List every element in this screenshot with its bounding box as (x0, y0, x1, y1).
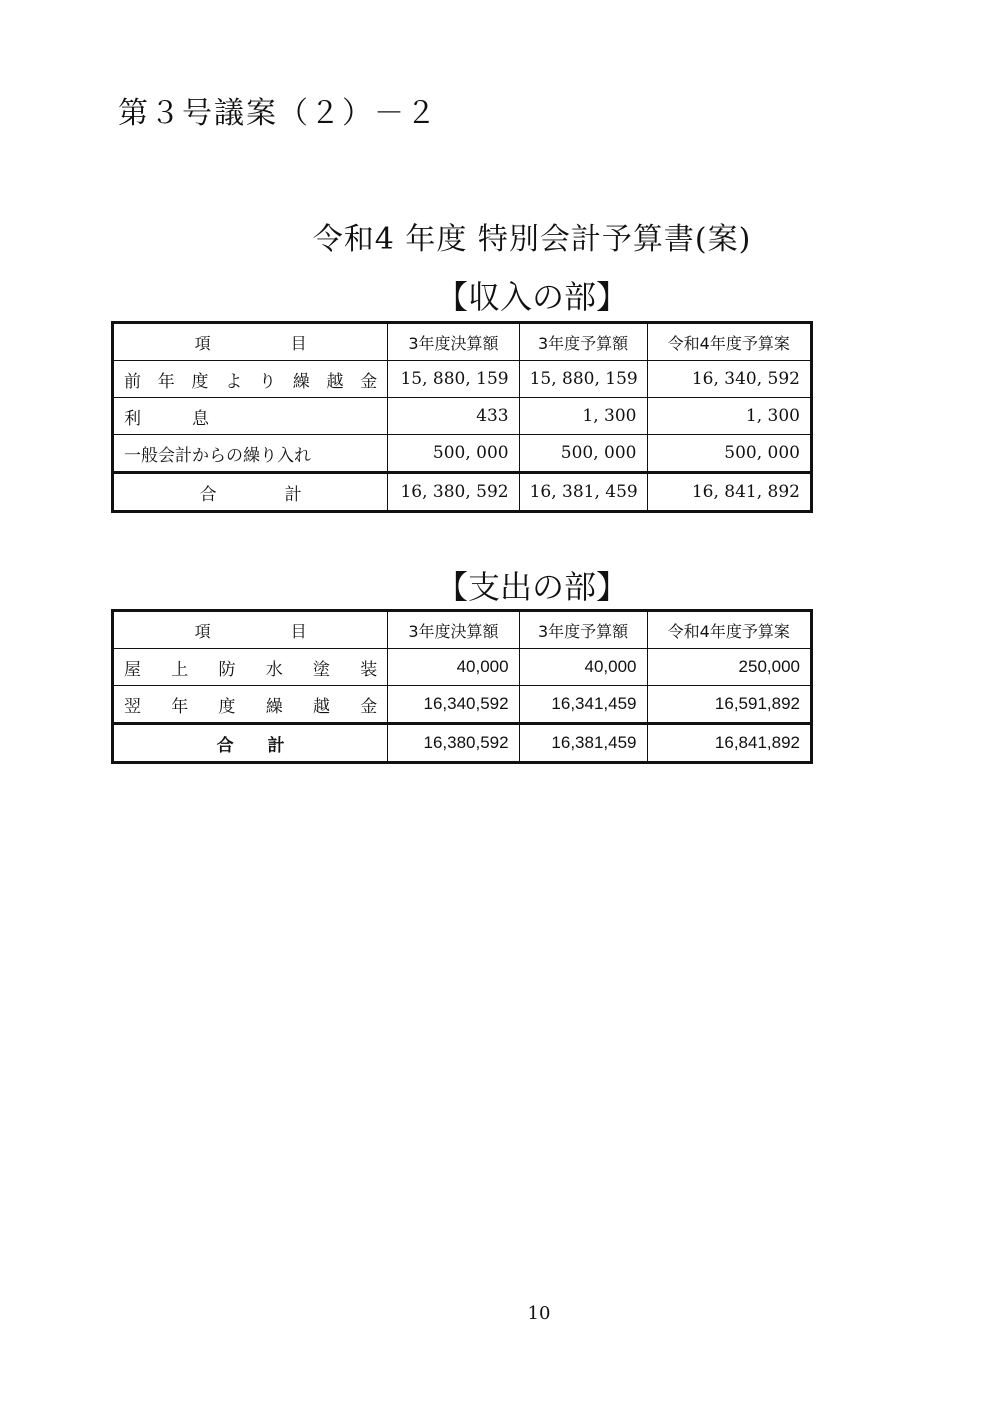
total-settled-r3: 16,380,592 (388, 724, 519, 763)
document-title: 令和4 年度 特別会計予算書(案) (312, 222, 752, 257)
expense-table (111, 609, 813, 764)
row-settled-r3: 15, 880, 159 (388, 361, 519, 398)
row-budget-r4: 16, 340, 592 (647, 361, 812, 398)
row-settled-r3: 433 (388, 398, 519, 435)
agenda-label: 第３号議案（２）－２ (118, 96, 438, 131)
table-row (113, 398, 812, 435)
row-budget-r3: 1, 300 (519, 398, 647, 435)
header-settled-r3: 3年度決算額 (388, 611, 519, 649)
total-budget-r3: 16, 381, 459 (519, 473, 647, 512)
row-budget-r4: 250,000 (647, 649, 812, 686)
row-settled-r3: 40,000 (388, 649, 519, 686)
row-budget-r3: 16,341,459 (519, 686, 647, 724)
income-section-title: 【収入の部】 (435, 278, 628, 316)
expense-section-title: 【支出の部】 (435, 568, 628, 606)
total-row (113, 473, 812, 512)
page-number: 10 (527, 1303, 551, 1324)
table-header-row (113, 323, 812, 361)
header-item: 項 目 (113, 611, 388, 649)
row-budget-r4: 1, 300 (647, 398, 812, 435)
total-settled-r3: 16, 380, 592 (388, 473, 519, 512)
total-budget-r4: 16,841,892 (647, 724, 812, 763)
table-row (113, 361, 812, 398)
row-item: 翌年度繰越金 (113, 686, 388, 724)
row-budget-r4: 500, 000 (647, 435, 812, 473)
total-budget-r4: 16, 841, 892 (647, 473, 812, 512)
total-budget-r3: 16,381,459 (519, 724, 647, 763)
row-budget-r3: 15, 880, 159 (519, 361, 647, 398)
row-item: 一般会計からの繰り入れ (113, 435, 388, 473)
table-row (113, 435, 812, 473)
row-item: 前年度より繰越金 (113, 361, 388, 398)
total-label: 合 計 (113, 473, 388, 512)
header-budget-r3: 3年度予算額 (519, 323, 647, 361)
row-item: 屋上防水塗装 (113, 649, 388, 686)
header-budget-r3: 3年度予算額 (519, 611, 647, 649)
income-table (111, 321, 813, 513)
row-settled-r3: 16,340,592 (388, 686, 519, 724)
header-budget-r4: 令和4年度予算案 (647, 611, 812, 649)
table-header-row (113, 611, 812, 649)
header-settled-r3: 3年度決算額 (388, 323, 519, 361)
row-budget-r3: 40,000 (519, 649, 647, 686)
table-row (113, 649, 812, 686)
header-item: 項 目 (113, 323, 388, 361)
header-budget-r4: 令和4年度予算案 (647, 323, 812, 361)
total-label: 合 計 (113, 724, 388, 763)
row-budget-r4: 16,591,892 (647, 686, 812, 724)
row-settled-r3: 500, 000 (388, 435, 519, 473)
row-budget-r3: 500, 000 (519, 435, 647, 473)
total-row (113, 724, 812, 763)
row-item: 利 息 (113, 398, 388, 435)
table-row (113, 686, 812, 724)
